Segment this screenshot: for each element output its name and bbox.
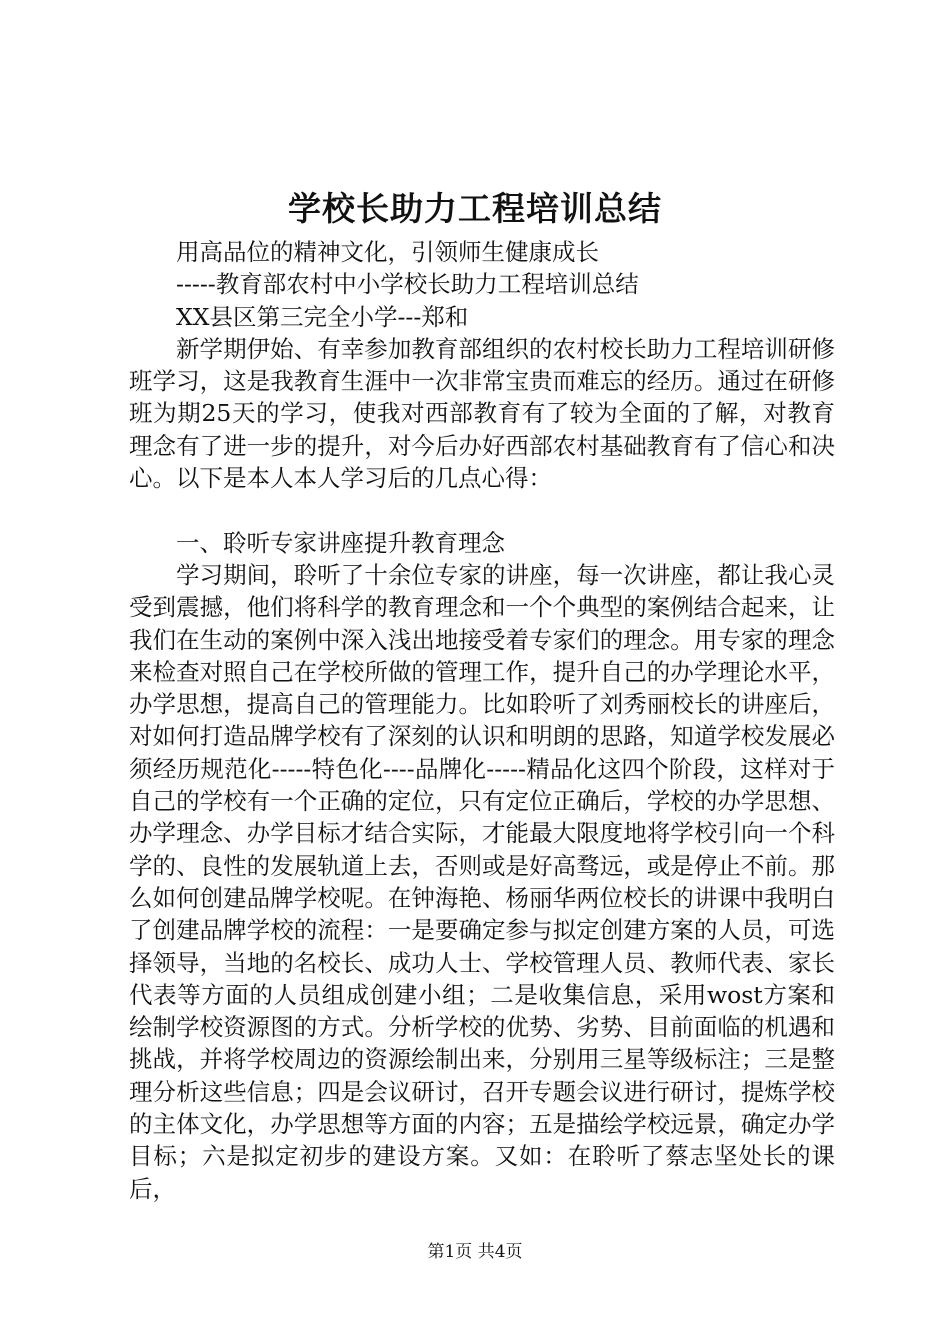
section-paragraph: 学习期间，聆听了十余位专家的讲座，每一次讲座，都让我心灵受到震撼，他们将科学的教育理念和一个个典型的案例结合起来，让我们在生动的案例中深入浅出地接受着专家们的理念。用专家的理念来检查对照自己在学校所做的管理工作，提升自己的办学理论水平，办学思想，提高自己的管理能力。比如聆听了刘秀丽校长的讲座后，对如何打造品牌学校有了深刻的认识和明朗的思路，知道学校发展必须经历规范化-----特色化----品牌化-----精品化这四个阶段，这样对于自己的学校有一个正确的定位，只有定位正确后，学校的办学思想、办学理念、办学目标才结合实际，才能最大限度地将学校引向一个科学的、良性的发展轨道上去，否则或是好高骛远，或是停止不前。那么如何创建品牌学校呢。在钟海艳、杨丽华两位校长的讲课中我明白了创建品牌学校的流程：一是要确定参与拟定创建方案的人员，可选择领导，当地的名校长、成功人士、学校管理人员、教师代表、家长代表等方面的人员组成创建小组；二是收集信息，采用wost方案和绘制学校资源图的方式。分析学校的优势、劣势、目前面临的机遇和挑战，并将学校周边的资源绘制出来，分别用三星等级标注；三是整理分析这些信息；四是会议研讨，召开专题会议进行研讨，提炼学校的主体文化，办学思想等方面的内容；五是描绘学校远景，确定办学目标；六是拟定初步的建设方案。又如：在聆听了蔡志坚处长的课后， (129, 560, 835, 1203)
subtitle-line-2: -----教育部农村中小学校长助力工程培训总结 (176, 270, 639, 299)
section-heading: 一、聆听专家讲座提升教育理念 (176, 528, 505, 557)
page-footer: 第1页 共4页 (427, 1242, 523, 1262)
document-title: 学校长助力工程培训总结 (288, 189, 662, 228)
subtitle-line: 用高品位的精神文化，引领师生健康成长 (176, 238, 599, 266)
author-line: XX县区第三完全小学---郑和 (176, 302, 469, 331)
document-body (129, 236, 835, 1205)
intro-paragraph: 新学期伊始、有幸参加教育部组织的农村校长助力工程培训研修班学习，这是我教育生涯中一次非常宝贵而难忘的经历。通过在研修班为期25天的学习，使我对西部教育有了较为全面的了解，对教育理念有了进一步的提升，对今后办好西部农村基础教育有了信心和决心。以下是本人本人学习后的几点心得： (129, 334, 835, 493)
